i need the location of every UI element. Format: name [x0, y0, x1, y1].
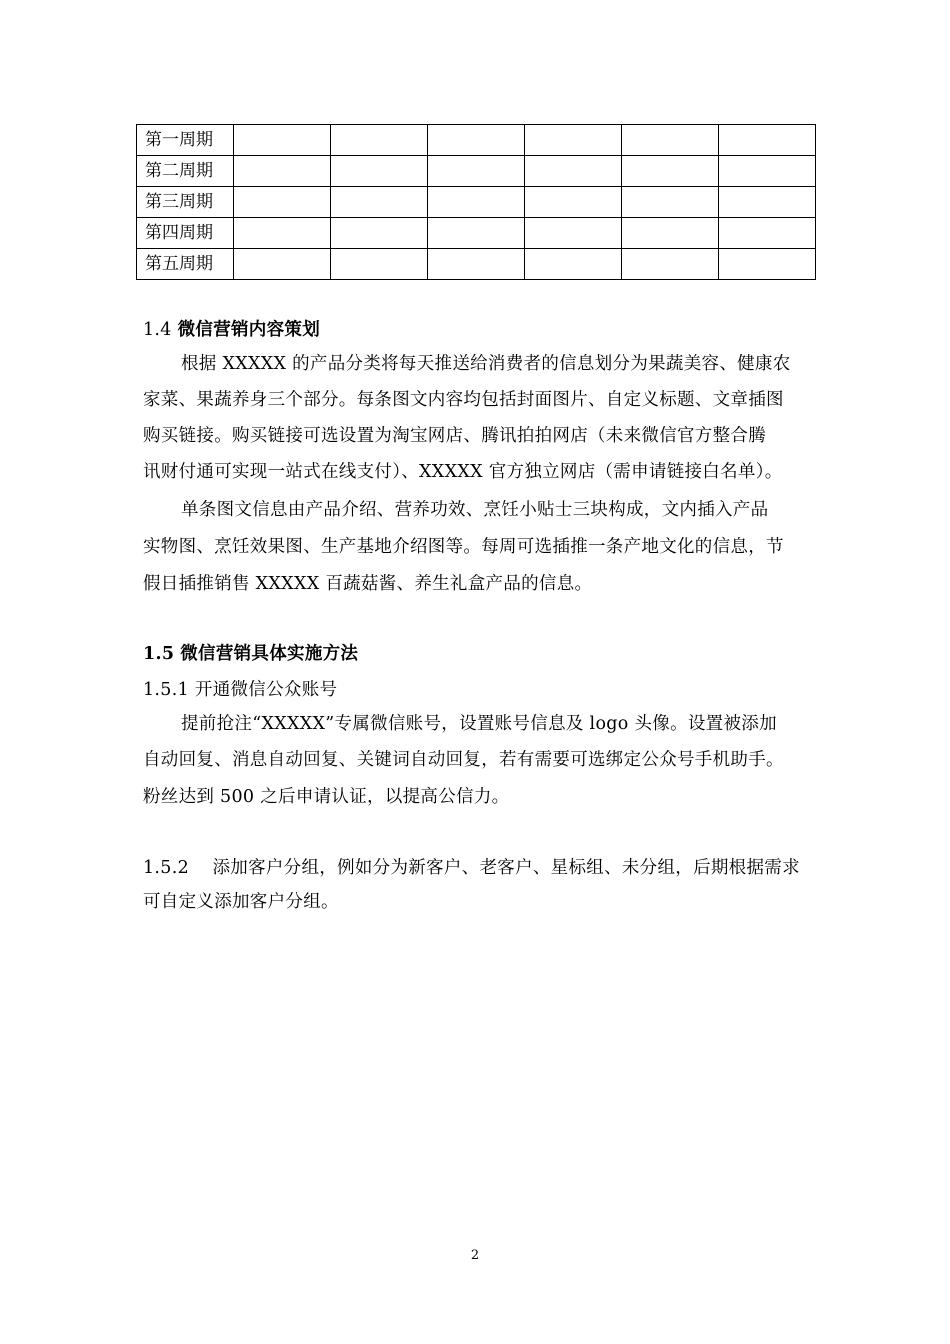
table-cell — [234, 125, 331, 156]
table-cell — [525, 125, 622, 156]
table-cell — [719, 187, 816, 218]
section-title: 微信营销具体实施方法 — [180, 644, 359, 664]
table-cell — [428, 249, 525, 280]
table-cell — [719, 218, 816, 249]
paragraph-line: 自动回复、消息自动回复、关键词自动回复，若有需要可选绑定公众号手机助手。 — [143, 750, 784, 770]
table-cell — [525, 218, 622, 249]
table-cell — [428, 218, 525, 249]
table-cell — [525, 187, 622, 218]
section-1-4-heading — [143, 316, 320, 341]
table-cell — [622, 218, 719, 249]
section-number: 1.5 — [143, 644, 175, 664]
table-cell — [234, 156, 331, 187]
paragraph-line: 实物图、烹饪效果图、生产基地介绍图等。每周可选插推一条产地文化的信息，节 — [143, 537, 784, 557]
section-title: 微信营销内容策划 — [177, 320, 321, 340]
paragraph-line: 购买链接。购买链接可选设置为淘宝网店、腾讯拍拍网店（未来微信官方整合腾 — [143, 426, 766, 446]
table-cell — [331, 125, 428, 156]
row-label: 第三周期 — [137, 187, 234, 218]
table-row — [137, 187, 816, 218]
table-cell — [719, 249, 816, 280]
table-cell — [719, 156, 816, 187]
table-cell — [234, 187, 331, 218]
table-cell — [622, 156, 719, 187]
subsection-1-5-2-line — [143, 854, 800, 879]
row-label: 第四周期 — [137, 218, 234, 249]
table-cell — [234, 218, 331, 249]
paragraph-text: 添加客户分组，例如分为新客户、老客户、星标组、未分组，后期根据需求 — [212, 858, 800, 878]
subsection-number: 1.5.1 — [143, 680, 190, 700]
table-cell — [428, 187, 525, 218]
paragraph-line: 根据 XXXXX 的产品分类将每天推送给消费者的信息划分为果蔬美容、健康农 — [181, 354, 791, 374]
table-cell — [331, 249, 428, 280]
section-1-5-heading — [143, 640, 358, 665]
table-cell — [719, 125, 816, 156]
row-label: 第五周期 — [137, 249, 234, 280]
table-cell — [622, 125, 719, 156]
section-number: 1.4 — [143, 320, 172, 340]
table-cell — [622, 187, 719, 218]
page-number: 2 — [470, 1248, 480, 1263]
paragraph-line: 假日插推销售 XXXXX 百蔬菇酱、养生礼盒产品的信息。 — [143, 574, 593, 594]
paragraph-line: 可自定义添加客户分组。 — [143, 892, 339, 912]
table-cell — [622, 249, 719, 280]
paragraph-line: 单条图文信息由产品介绍、营养功效、烹饪小贴士三块构成，文内插入产品 — [181, 500, 769, 520]
subsection-title: 开通微信公众账号 — [194, 680, 338, 700]
table-row — [137, 125, 816, 156]
table-cell — [234, 249, 331, 280]
subsection-1-5-1-heading — [143, 676, 337, 701]
paragraph-line: 家菜、果蔬养身三个部分。每条图文内容均包括封面图片、自定义标题、文章插图 — [143, 390, 784, 410]
table-cell — [331, 187, 428, 218]
row-label: 第一周期 — [137, 125, 234, 156]
row-label: 第二周期 — [137, 156, 234, 187]
table-cell — [525, 249, 622, 280]
table-row — [137, 156, 816, 187]
schedule-table — [136, 124, 816, 280]
table-cell — [525, 156, 622, 187]
table-row — [137, 218, 816, 249]
table-cell — [428, 125, 525, 156]
paragraph-line: 粉丝达到 500 之后申请认证，以提高公信力。 — [143, 787, 510, 807]
paragraph-line: 提前抢注“XXXXX”专属微信账号，设置账号信息及 logo 头像。设置被添加 — [181, 714, 777, 734]
table-cell — [331, 156, 428, 187]
table-cell — [331, 218, 428, 249]
paragraph-line: 讯财付通可实现一站式在线支付）、XXXXX 官方独立网店（需申请链接白名单）。 — [143, 462, 783, 482]
table-row — [137, 249, 816, 280]
table-cell — [428, 156, 525, 187]
subsection-number: 1.5.2 — [143, 858, 190, 878]
